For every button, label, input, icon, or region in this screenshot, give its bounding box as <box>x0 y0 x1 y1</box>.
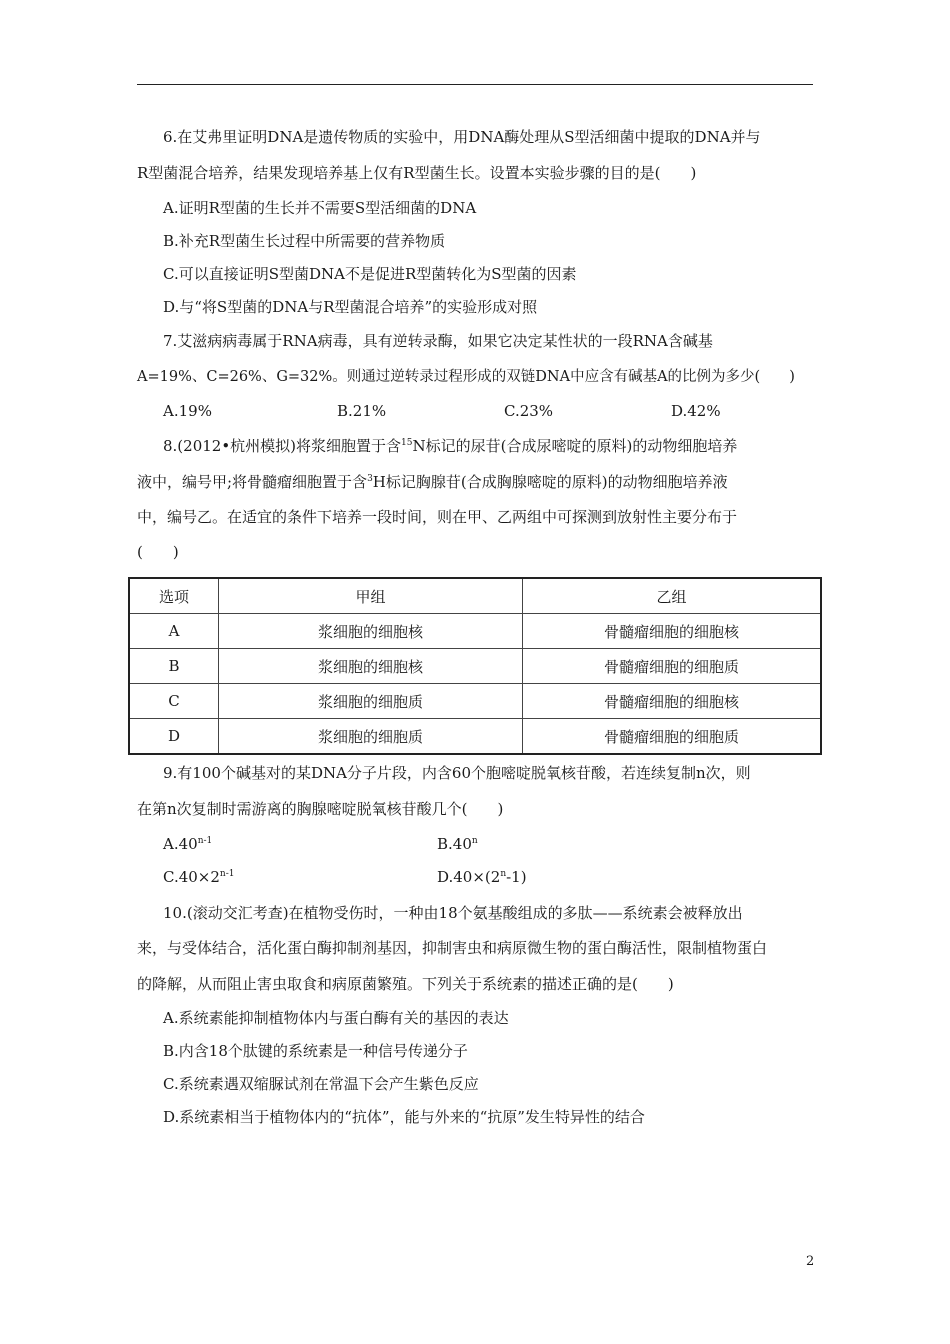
q7-stem-line2: A=19%、C=26%、G=32%。则通过逆转录过程形成的双链DNA中应含有碱基A的比例为多少( ) <box>137 369 795 385</box>
table-header-cell: 乙组 <box>523 578 822 614</box>
table-cell: 骨髓瘤细胞的细胞质 <box>523 719 822 755</box>
q7-option-b: B.21% <box>337 402 387 420</box>
table-cell: D <box>129 719 219 755</box>
table-cell: 浆细胞的细胞质 <box>219 719 523 755</box>
q9-stem-line2: 在第n次复制时需游离的胸腺嘧啶脱氧核苷酸几个( ) <box>137 800 504 818</box>
table-cell: 骨髓瘤细胞的细胞核 <box>523 614 822 649</box>
q8-stem-line1: 8.(2012•杭州模拟)将浆细胞置于含$^{15}$N标记的尿苷(合成尿嘧啶的原料)的动物细胞培养 <box>163 437 738 455</box>
q10-option-a: A.系统素能抑制植物体内与蛋白酶有关的基因的表达 <box>163 1009 509 1027</box>
table-cell: A <box>129 614 219 649</box>
q10-stem-line3: 的降解，从而阻止害虫取食和病原菌繁殖。下列关于系统素的描述正确的是( ) <box>137 975 674 993</box>
q7-stem-line1: 7.艾滋病病毒属于RNA病毒，具有逆转录酶，如果它决定某性状的一段RNA含碱基 <box>163 332 713 350</box>
table-header-cell: 选项 <box>129 578 219 614</box>
table-header-cell: 甲组 <box>219 578 523 614</box>
q10-option-b: B.内含18个肽键的系统素是一种信号传递分子 <box>163 1042 468 1060</box>
q6-option-a: A.证明R型菌的生长并不需要S型活细菌的DNA <box>163 199 477 217</box>
q6-option-d: D.与“将S型菌的DNA与R型菌混合培养”的实验形成对照 <box>163 298 538 316</box>
q6-stem-line2: R型菌混合培养，结果发现培养基上仅有R型菌生长。设置本实验步骤的目的是( ) <box>137 164 697 182</box>
table-cell: 浆细胞的细胞核 <box>219 649 523 684</box>
table-cell: B <box>129 649 219 684</box>
q7-option-d: D.42% <box>671 402 721 420</box>
q10-stem-line2: 来，与受体结合，活化蛋白酶抑制剂基因，抑制害虫和病原微生物的蛋白酶活性，限制植物蛋白 <box>137 939 768 957</box>
q8-stem-line3: 中，编号乙。在适宜的条件下培养一段时间，则在甲、乙两组中可探测到放射性主要分布于 <box>137 508 738 526</box>
q6-option-b: B.补充R型菌生长过程中所需要的营养物质 <box>163 232 446 250</box>
table-row <box>129 684 821 719</box>
page-number: 2 <box>806 1254 815 1269</box>
table-row <box>129 649 821 684</box>
q8-answer-table <box>128 577 822 755</box>
table-header-row <box>129 578 821 614</box>
q9-option-a: A.40$^{n-1}$ <box>163 835 213 853</box>
q9-option-d: $D.40\times(2^n-1)$ <box>437 868 527 886</box>
table-cell: 浆细胞的细胞质 <box>219 684 523 719</box>
q9-option-c: $C.40\times 2^{n-1}$ <box>163 868 235 886</box>
header-rule <box>137 84 813 85</box>
table-cell: 浆细胞的细胞核 <box>219 614 523 649</box>
q7-option-a: A.19% <box>163 402 212 420</box>
q6-stem-line1: 6.在艾弗里证明DNA是遗传物质的实验中，用DNA酶处理从S型活细菌中提取的DNA并与 <box>163 128 761 146</box>
q10-option-d: D.系统素相当于植物体内的“抗体”，能与外来的“抗原”发生特异性的结合 <box>163 1108 645 1126</box>
q8-stem-line4: ( ) <box>137 543 179 561</box>
table-cell: C <box>129 684 219 719</box>
table-cell: 骨髓瘤细胞的细胞核 <box>523 684 822 719</box>
table-cell: 骨髓瘤细胞的细胞质 <box>523 649 822 684</box>
q10-stem-line1: 10.(滚动交汇考查)在植物受伤时，一种由18个氨基酸组成的多肽——系统素会被释放出 <box>163 904 743 922</box>
q8-stem-line2: 液中，编号甲;将骨髓瘤细胞置于含$^3$H标记胸腺苷(合成胸腺嘧啶的原料)的动物细胞培养液 <box>137 473 728 491</box>
q6-option-c: C.可以直接证明S型菌DNA不是促进R型菌转化为S型菌的因素 <box>163 265 577 283</box>
q9-option-b: B.40$^n$ <box>437 835 478 853</box>
table-row <box>129 719 821 755</box>
q10-option-c: C.系统素遇双缩脲试剂在常温下会产生紫色反应 <box>163 1075 479 1093</box>
table-row <box>129 614 821 649</box>
q9-stem-line1: 9.有100个碱基对的某DNA分子片段，内含60个胞嘧啶脱氧核苷酸，若连续复制n次，则 <box>163 764 751 782</box>
q7-option-c: C.23% <box>504 402 554 420</box>
